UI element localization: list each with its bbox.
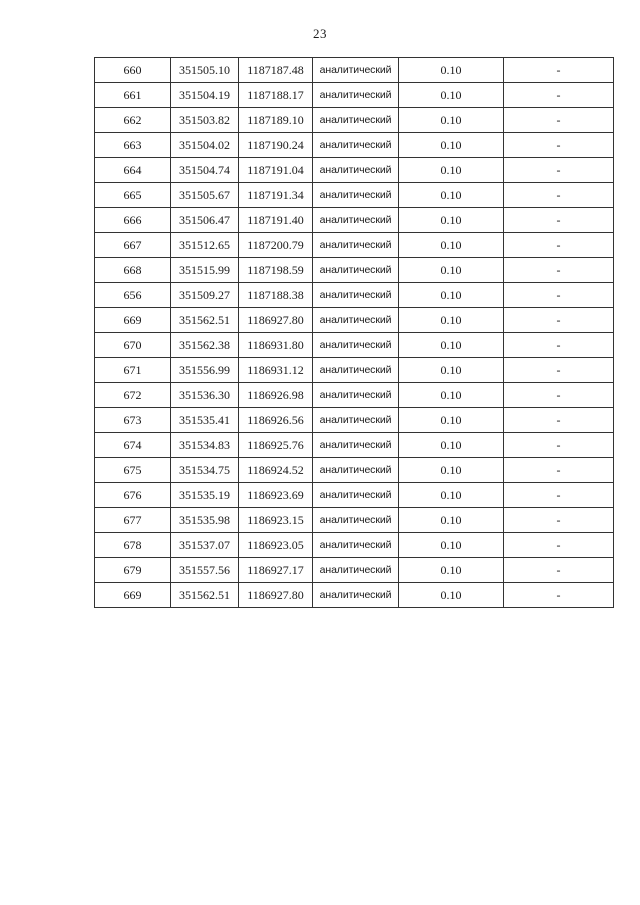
method-cell: аналитический (313, 183, 399, 208)
table-row (95, 558, 614, 583)
point-number-cell: 678 (95, 533, 171, 558)
accuracy-cell: 0.10 (399, 558, 504, 583)
y-coordinate-cell: 1186927.80 (239, 583, 313, 608)
description-cell: - (504, 58, 614, 83)
y-coordinate-cell: 1187188.38 (239, 283, 313, 308)
point-number-cell: 675 (95, 458, 171, 483)
x-coordinate-cell: 351504.19 (171, 83, 239, 108)
point-number-cell: 676 (95, 483, 171, 508)
table-row (95, 483, 614, 508)
accuracy-cell: 0.10 (399, 183, 504, 208)
table-row (95, 533, 614, 558)
table-row (95, 83, 614, 108)
table-row (95, 283, 614, 308)
x-coordinate-cell: 351512.65 (171, 233, 239, 258)
method-cell: аналитический (313, 383, 399, 408)
description-cell: - (504, 533, 614, 558)
method-cell: аналитический (313, 408, 399, 433)
y-coordinate-cell: 1187188.17 (239, 83, 313, 108)
y-coordinate-cell: 1186926.98 (239, 383, 313, 408)
accuracy-cell: 0.10 (399, 283, 504, 308)
point-number-cell: 660 (95, 58, 171, 83)
method-cell: аналитический (313, 133, 399, 158)
y-coordinate-cell: 1187191.34 (239, 183, 313, 208)
method-cell: аналитический (313, 283, 399, 308)
x-coordinate-cell: 351505.10 (171, 58, 239, 83)
method-cell: аналитический (313, 108, 399, 133)
description-cell: - (504, 183, 614, 208)
point-number-cell: 674 (95, 433, 171, 458)
description-cell: - (504, 283, 614, 308)
description-cell: - (504, 583, 614, 608)
table-row (95, 58, 614, 83)
x-coordinate-cell: 351534.75 (171, 458, 239, 483)
method-cell: аналитический (313, 558, 399, 583)
description-cell: - (504, 483, 614, 508)
x-coordinate-cell: 351536.30 (171, 383, 239, 408)
accuracy-cell: 0.10 (399, 83, 504, 108)
method-cell: аналитический (313, 58, 399, 83)
x-coordinate-cell: 351534.83 (171, 433, 239, 458)
table-row (95, 433, 614, 458)
y-coordinate-cell: 1187191.04 (239, 158, 313, 183)
description-cell: - (504, 383, 614, 408)
table-row (95, 383, 614, 408)
accuracy-cell: 0.10 (399, 583, 504, 608)
description-cell: - (504, 83, 614, 108)
accuracy-cell: 0.10 (399, 458, 504, 483)
point-number-cell: 665 (95, 183, 171, 208)
method-cell: аналитический (313, 433, 399, 458)
method-cell: аналитический (313, 458, 399, 483)
table-row (95, 583, 614, 608)
y-coordinate-cell: 1187198.59 (239, 258, 313, 283)
description-cell: - (504, 258, 614, 283)
description-cell: - (504, 308, 614, 333)
accuracy-cell: 0.10 (399, 258, 504, 283)
accuracy-cell: 0.10 (399, 233, 504, 258)
description-cell: - (504, 358, 614, 383)
y-coordinate-cell: 1186926.56 (239, 408, 313, 433)
point-number-cell: 679 (95, 558, 171, 583)
table-row (95, 333, 614, 358)
x-coordinate-cell: 351562.51 (171, 308, 239, 333)
table-row (95, 208, 614, 233)
method-cell: аналитический (313, 208, 399, 233)
y-coordinate-cell: 1186927.17 (239, 558, 313, 583)
table-row (95, 183, 614, 208)
accuracy-cell: 0.10 (399, 208, 504, 233)
y-coordinate-cell: 1186925.76 (239, 433, 313, 458)
method-cell: аналитический (313, 508, 399, 533)
x-coordinate-cell: 351504.02 (171, 133, 239, 158)
description-cell: - (504, 408, 614, 433)
x-coordinate-cell: 351557.56 (171, 558, 239, 583)
y-coordinate-cell: 1187190.24 (239, 133, 313, 158)
x-coordinate-cell: 351504.74 (171, 158, 239, 183)
x-coordinate-cell: 351515.99 (171, 258, 239, 283)
point-number-cell: 670 (95, 333, 171, 358)
method-cell: аналитический (313, 258, 399, 283)
accuracy-cell: 0.10 (399, 333, 504, 358)
coordinates-table-body (95, 58, 614, 608)
accuracy-cell: 0.10 (399, 58, 504, 83)
description-cell: - (504, 158, 614, 183)
point-number-cell: 667 (95, 233, 171, 258)
y-coordinate-cell: 1186927.80 (239, 308, 313, 333)
accuracy-cell: 0.10 (399, 533, 504, 558)
coordinates-table (94, 57, 614, 608)
accuracy-cell: 0.10 (399, 108, 504, 133)
point-number-cell: 666 (95, 208, 171, 233)
point-number-cell: 664 (95, 158, 171, 183)
point-number-cell: 663 (95, 133, 171, 158)
point-number-cell: 672 (95, 383, 171, 408)
x-coordinate-cell: 351556.99 (171, 358, 239, 383)
table-row (95, 308, 614, 333)
description-cell: - (504, 458, 614, 483)
point-number-cell: 669 (95, 308, 171, 333)
point-number-cell: 673 (95, 408, 171, 433)
x-coordinate-cell: 351509.27 (171, 283, 239, 308)
y-coordinate-cell: 1187189.10 (239, 108, 313, 133)
x-coordinate-cell: 351537.07 (171, 533, 239, 558)
description-cell: - (504, 558, 614, 583)
description-cell: - (504, 133, 614, 158)
y-coordinate-cell: 1186923.05 (239, 533, 313, 558)
point-number-cell: 677 (95, 508, 171, 533)
y-coordinate-cell: 1186923.15 (239, 508, 313, 533)
accuracy-cell: 0.10 (399, 508, 504, 533)
accuracy-cell: 0.10 (399, 158, 504, 183)
table-row (95, 508, 614, 533)
accuracy-cell: 0.10 (399, 358, 504, 383)
table-row (95, 458, 614, 483)
method-cell: аналитический (313, 583, 399, 608)
table-row (95, 408, 614, 433)
method-cell: аналитический (313, 333, 399, 358)
table-row (95, 158, 614, 183)
point-number-cell: 656 (95, 283, 171, 308)
accuracy-cell: 0.10 (399, 433, 504, 458)
method-cell: аналитический (313, 233, 399, 258)
description-cell: - (504, 233, 614, 258)
x-coordinate-cell: 351535.41 (171, 408, 239, 433)
x-coordinate-cell: 351535.98 (171, 508, 239, 533)
table-row (95, 233, 614, 258)
method-cell: аналитический (313, 358, 399, 383)
method-cell: аналитический (313, 158, 399, 183)
y-coordinate-cell: 1186923.69 (239, 483, 313, 508)
accuracy-cell: 0.10 (399, 133, 504, 158)
y-coordinate-cell: 1187187.48 (239, 58, 313, 83)
accuracy-cell: 0.10 (399, 408, 504, 433)
x-coordinate-cell: 351562.38 (171, 333, 239, 358)
description-cell: - (504, 508, 614, 533)
description-cell: - (504, 333, 614, 358)
y-coordinate-cell: 1187191.40 (239, 208, 313, 233)
x-coordinate-cell: 351562.51 (171, 583, 239, 608)
table-row (95, 358, 614, 383)
point-number-cell: 668 (95, 258, 171, 283)
x-coordinate-cell: 351505.67 (171, 183, 239, 208)
point-number-cell: 669 (95, 583, 171, 608)
point-number-cell: 671 (95, 358, 171, 383)
method-cell: аналитический (313, 483, 399, 508)
table-row (95, 258, 614, 283)
y-coordinate-cell: 1186931.12 (239, 358, 313, 383)
x-coordinate-cell: 351506.47 (171, 208, 239, 233)
accuracy-cell: 0.10 (399, 308, 504, 333)
x-coordinate-cell: 351535.19 (171, 483, 239, 508)
page-number: 23 (313, 26, 327, 41)
y-coordinate-cell: 1186924.52 (239, 458, 313, 483)
table-row (95, 108, 614, 133)
accuracy-cell: 0.10 (399, 483, 504, 508)
point-number-cell: 662 (95, 108, 171, 133)
x-coordinate-cell: 351503.82 (171, 108, 239, 133)
point-number-cell: 661 (95, 83, 171, 108)
y-coordinate-cell: 1186931.80 (239, 333, 313, 358)
method-cell: аналитический (313, 308, 399, 333)
method-cell: аналитический (313, 83, 399, 108)
description-cell: - (504, 208, 614, 233)
method-cell: аналитический (313, 533, 399, 558)
description-cell: - (504, 433, 614, 458)
y-coordinate-cell: 1187200.79 (239, 233, 313, 258)
description-cell: - (504, 108, 614, 133)
accuracy-cell: 0.10 (399, 383, 504, 408)
table-row (95, 133, 614, 158)
